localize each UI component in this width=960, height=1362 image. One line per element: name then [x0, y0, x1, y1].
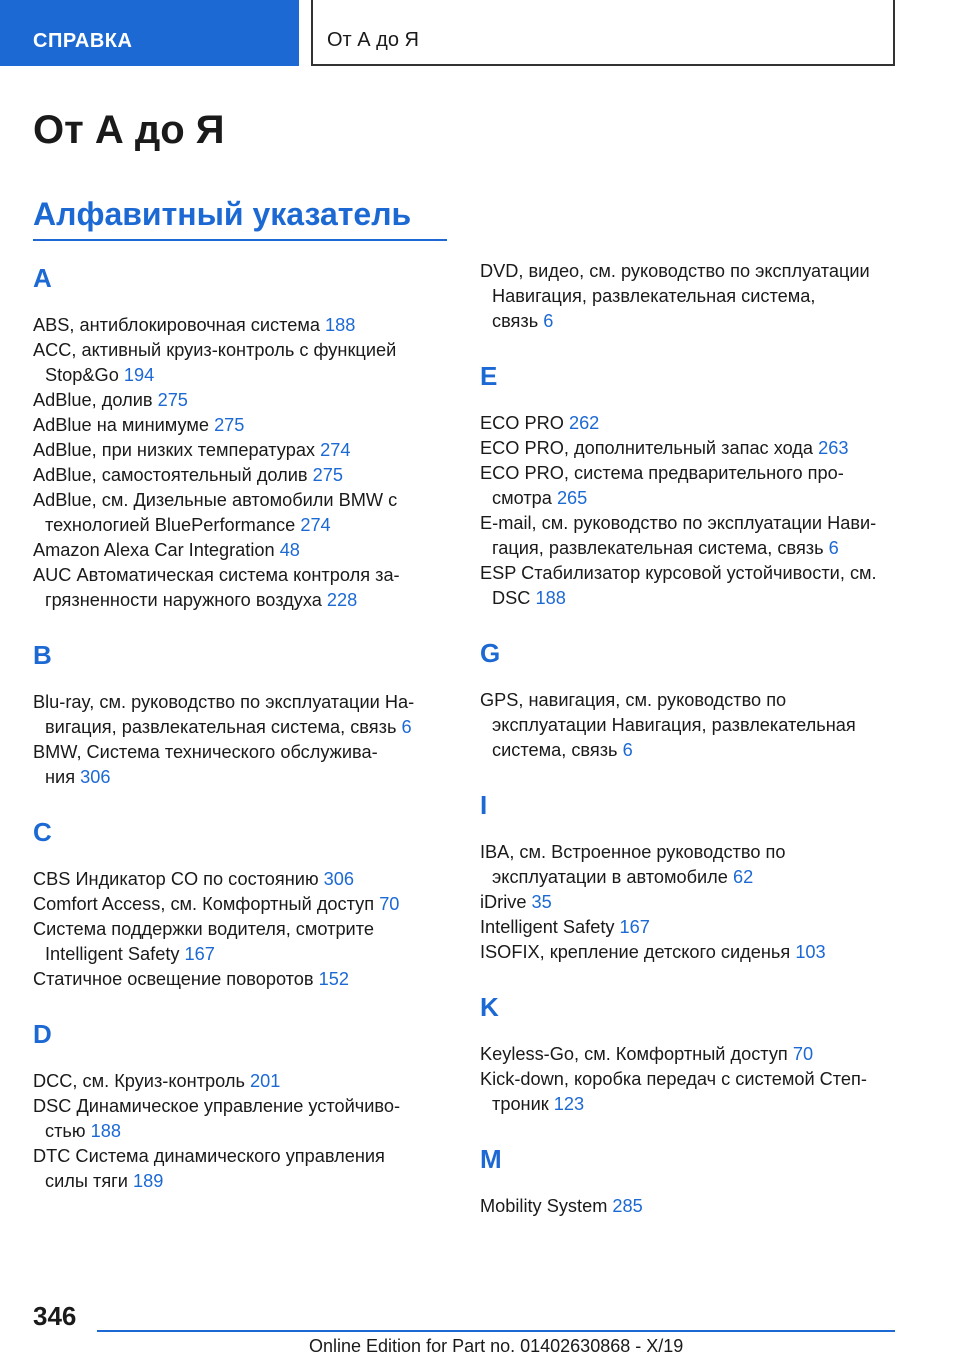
- index-entry: [33, 1144, 385, 1194]
- index-entry-text: E-mail, см. руководство по эксплуатации Нави-: [480, 513, 877, 533]
- index-page-link[interactable]: 275: [214, 415, 245, 435]
- index-page-link[interactable]: 275: [312, 465, 344, 485]
- index-entry: [33, 538, 300, 563]
- index-entry-text: AdBlue, см. Дизельные автомобили BMW с: [33, 490, 398, 510]
- index-entry-text: Mobility System 285: [480, 1196, 643, 1216]
- index-entry: [33, 488, 397, 538]
- index-entry: [480, 561, 877, 611]
- index-entry-text: стью 188: [45, 1121, 121, 1141]
- index-entry: [480, 688, 856, 763]
- index-page-link[interactable]: 201: [250, 1071, 281, 1091]
- index-entry: [33, 967, 349, 992]
- index-entry: [33, 413, 244, 438]
- footer-divider: [97, 1330, 895, 1332]
- index-page-link[interactable]: 275: [157, 390, 188, 410]
- index-entry: [33, 388, 188, 413]
- index-entry: [480, 461, 844, 511]
- index-entry: [480, 915, 650, 940]
- index-page-link[interactable]: 189: [133, 1171, 164, 1191]
- index-entry-text: ISOFIX, крепление детского сиденья 103: [480, 942, 826, 962]
- index-entry-text: GPS, навигация, см. руководство по: [480, 690, 787, 710]
- index-page-link[interactable]: 62: [732, 867, 754, 887]
- index-entry: [33, 563, 400, 613]
- index-entry: [33, 892, 399, 917]
- index-page-link[interactable]: 103: [795, 942, 826, 962]
- index-entry-text: DSC 188: [492, 588, 566, 608]
- index-page-link[interactable]: 6: [622, 740, 633, 760]
- index-page-link[interactable]: 167: [619, 917, 650, 937]
- index-entry-text: AdBlue, при низких температурах 274: [33, 440, 351, 460]
- index-page-link[interactable]: 70: [379, 894, 400, 914]
- index-letter-heading: M: [480, 1144, 502, 1174]
- index-entry-text: ABS, антиблокировочная система 188: [33, 315, 356, 335]
- index-entry: [480, 259, 870, 334]
- index-page-link[interactable]: 285: [612, 1196, 643, 1216]
- index-entry-text: AUC Автоматическая система контроля за-: [33, 565, 400, 585]
- index-page-link[interactable]: 35: [531, 892, 552, 912]
- index-entry-text: Comfort Access, см. Комфортный доступ 70: [33, 894, 400, 914]
- index-page-link[interactable]: 188: [325, 315, 356, 335]
- index-entry-text: IBA, см. Встроенное руководство по: [480, 842, 786, 862]
- header-section-tab: [0, 0, 299, 66]
- index-entry-text: ECO PRO, система предварительного про-: [480, 463, 844, 483]
- index-page-link[interactable]: 306: [323, 869, 355, 889]
- index-entry: [33, 438, 350, 463]
- header-chapter-label: От А до Я: [327, 29, 419, 51]
- index-entry: [480, 436, 848, 461]
- index-entry: [33, 463, 343, 488]
- index-page-link[interactable]: 306: [80, 767, 111, 787]
- index-letter-heading: I: [480, 790, 488, 820]
- index-entry: [33, 338, 396, 388]
- index-page-link[interactable]: 262: [568, 413, 600, 433]
- index-entry: [33, 313, 355, 338]
- index-entry-text: Blu-ray, см. руководство по эксплуатации На-: [33, 692, 415, 712]
- index-entry-text: грязненности наружного воздуха 228: [45, 590, 358, 610]
- index-page-link[interactable]: 6: [543, 311, 554, 331]
- page-number: 346: [33, 1301, 77, 1331]
- index-entry-text: Stop&Go 194: [45, 365, 155, 385]
- index-entry: [33, 867, 354, 892]
- index-entry-text: AdBlue на минимуме 275: [33, 415, 245, 435]
- index-entry: [33, 1069, 280, 1094]
- page-title: От А до Я: [33, 108, 225, 152]
- index-page-link[interactable]: 188: [535, 588, 566, 608]
- index-entry: [480, 940, 826, 965]
- index-entry-text: ECO PRO, дополнительный запас хода 263: [480, 438, 849, 458]
- index-page-link[interactable]: 265: [556, 488, 588, 508]
- index-entry-text: AdBlue, долив 275: [33, 390, 188, 410]
- index-entry-text: Система поддержки водителя, смотрите: [33, 919, 374, 939]
- index-entry: [33, 690, 414, 740]
- index-page-link[interactable]: 274: [300, 515, 331, 535]
- index-entry-text: система, связь 6: [492, 740, 633, 760]
- index-letter-heading: G: [480, 638, 501, 668]
- index-entry-text: силы тяги 189: [45, 1171, 164, 1191]
- index-page-link[interactable]: 188: [90, 1121, 121, 1141]
- index-page-link[interactable]: 6: [401, 717, 412, 737]
- index-letter-heading: B: [33, 640, 52, 670]
- index-entry-text: ния 306: [45, 767, 111, 787]
- index-entry-text: BMW, Система технического обслужива-: [33, 742, 378, 762]
- index-entry-text: ACC, активный круиз-контроль с функцией: [33, 340, 397, 360]
- index-page-link[interactable]: 263: [818, 438, 849, 458]
- index-page-link[interactable]: 70: [792, 1044, 814, 1064]
- index-entry-text: DTC Система динамического управления: [33, 1146, 385, 1166]
- index-entry-text: технологией BluePerformance 274: [45, 515, 331, 535]
- index-entry-text: DCC, см. Круиз-контроль 201: [33, 1071, 281, 1091]
- index-entry: [33, 1094, 400, 1144]
- index-page-link[interactable]: 167: [184, 944, 215, 964]
- subtitle-divider: [33, 239, 447, 241]
- index-letter-heading: A: [33, 263, 52, 293]
- index-entry-text: DSC Динамическое управление устойчиво-: [33, 1096, 401, 1116]
- header-section-label: СПРАВКА: [33, 30, 133, 52]
- index-letter-heading: C: [33, 817, 52, 847]
- index-entry: [480, 890, 552, 915]
- index-page-link[interactable]: 152: [318, 969, 349, 989]
- index-page-link[interactable]: 48: [279, 540, 300, 560]
- index-letter-heading: E: [480, 361, 498, 391]
- index-entry-text: эксплуатации Навигация, развлекательная: [492, 715, 856, 735]
- index-page-link[interactable]: 6: [828, 538, 839, 558]
- index-entry: [480, 840, 785, 890]
- index-entry-text: гация, развлекательная система, связь 6: [492, 538, 839, 558]
- index-page-link[interactable]: 228: [326, 590, 358, 610]
- page-subtitle: Алфавитный указатель: [33, 196, 412, 232]
- index-entry: [480, 1042, 813, 1067]
- index-entry-text: связь 6: [492, 311, 554, 331]
- index-page-link[interactable]: 194: [123, 365, 155, 385]
- header-chapter-box: [311, 0, 895, 66]
- footer-edition: Online Edition for Part no. 01402630868 - X/19: [309, 1336, 684, 1356]
- index-page-link[interactable]: 123: [553, 1094, 585, 1114]
- index-entry-text: Навигация, развлекательная система,: [492, 286, 816, 306]
- index-entry-text: вигация, развлекательная система, связь 6: [45, 717, 412, 737]
- index-entry-text: Amazon Alexa Car Integration 48: [33, 540, 300, 560]
- index-entry-text: Статичное освещение поворотов 152: [33, 969, 349, 989]
- index-entry: [480, 1194, 643, 1219]
- index-entry: [33, 740, 378, 790]
- index-entry-text: AdBlue, самостоятельный долив 275: [33, 465, 344, 485]
- index-entry-text: ESP Стабилизатор курсовой устойчивости, см.: [480, 563, 877, 583]
- index-entry: [33, 917, 374, 967]
- index-entry-text: DVD, видео, см. руководство по эксплуатации: [480, 261, 870, 281]
- index-entry-text: Kick-down, коробка передач с системой Степ-: [480, 1069, 867, 1089]
- index-entry-text: Intelligent Safety 167: [480, 917, 650, 937]
- index-entry-text: iDrive 35: [480, 892, 552, 912]
- index-page-link[interactable]: 274: [320, 440, 351, 460]
- index-entry-text: Keyless-Go, см. Комфортный доступ 70: [480, 1044, 814, 1064]
- index-entry: [480, 1067, 867, 1117]
- index-entry: [480, 411, 599, 436]
- index-entry-text: смотра 265: [492, 488, 588, 508]
- index-entry-text: Intelligent Safety 167: [45, 944, 215, 964]
- index-entry-text: эксплуатации в автомобиле 62: [492, 867, 754, 887]
- index-entry-text: CBS Индикатор CO по состоянию 306: [33, 869, 355, 889]
- index-letter-heading: K: [480, 992, 499, 1022]
- index-entry-text: троник 123: [492, 1094, 585, 1114]
- index-letter-heading: D: [33, 1019, 52, 1049]
- index-entry-text: ECO PRO 262: [480, 413, 600, 433]
- index-entry: [480, 511, 876, 561]
